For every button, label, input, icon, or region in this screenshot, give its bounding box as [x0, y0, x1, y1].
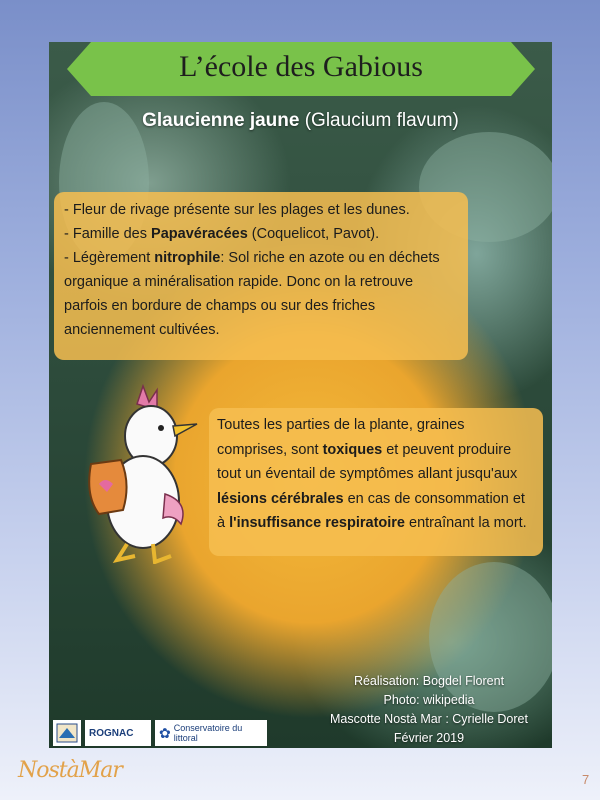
credit-mascot: Mascotte Nostà Mar : Cyrielle Doret	[330, 712, 528, 726]
conservatoire-logo-text: Conservatoire du littoral	[173, 723, 243, 743]
info-line-soil	[64, 246, 458, 342]
family-name: Papavéracées	[151, 226, 248, 242]
info-line-family	[64, 222, 458, 246]
text-run: (Coquelicot, Pavot).	[247, 226, 380, 242]
poster	[49, 42, 552, 748]
nostamar-logo: NostàMar	[18, 758, 122, 783]
text-run: - Légèrement	[64, 250, 155, 266]
seagull-mascot-illustration	[77, 384, 199, 564]
poster-title: L’école des Gabious	[179, 50, 423, 83]
credit-date: Février 2019	[393, 731, 465, 745]
info-line-habitat: - Fleur de rivage présente sur les plages et les dunes.	[64, 202, 410, 218]
emblem-icon	[56, 723, 78, 743]
info-box-toxicity	[209, 408, 543, 556]
plant-name	[49, 110, 552, 132]
plant-latin-name: (Glaucium flavum)	[299, 110, 459, 131]
text-run: Toutes les parties de la plante, graines comprises, sont	[217, 417, 465, 458]
text-run: : Sol riche en azote ou en déchets organique a minéralisation rapide. Donc on la retrouve parfois en bordure de champs ou sur des friches anciennement cultivées.	[64, 250, 440, 338]
rognac-logo	[85, 720, 151, 746]
toxic-term: toxiques	[322, 441, 383, 458]
credits	[309, 672, 549, 748]
respiratory-failure-term: l'insuffisance respiratoire	[229, 515, 405, 531]
brain-lesions-term: lésions cérébrales	[217, 490, 344, 507]
text-run: entraînant la mort.	[405, 515, 527, 531]
partner-logo-emblem	[53, 720, 81, 746]
partner-logos	[53, 720, 267, 746]
page-number: 7	[582, 772, 590, 787]
credit-photo: Photo: wikipedia	[383, 693, 475, 707]
info-box-description	[54, 192, 468, 360]
rognac-logo-text: ROGNAC	[89, 727, 134, 739]
text-run: et peuvent produire tout un éventail de symptômes allant jusqu'aux	[217, 441, 518, 482]
credit-author: Réalisation: Bogdel Florent	[353, 674, 505, 688]
text-run: - Famille des	[64, 226, 152, 242]
nitrophile-term: nitrophile	[154, 250, 221, 266]
flower-icon: ✿	[159, 724, 171, 741]
title-banner	[91, 42, 511, 96]
conservatoire-logo	[155, 720, 267, 746]
text-run: en cas de consommation et à	[217, 490, 525, 531]
plant-common-name: Glaucienne jaune	[142, 110, 300, 131]
